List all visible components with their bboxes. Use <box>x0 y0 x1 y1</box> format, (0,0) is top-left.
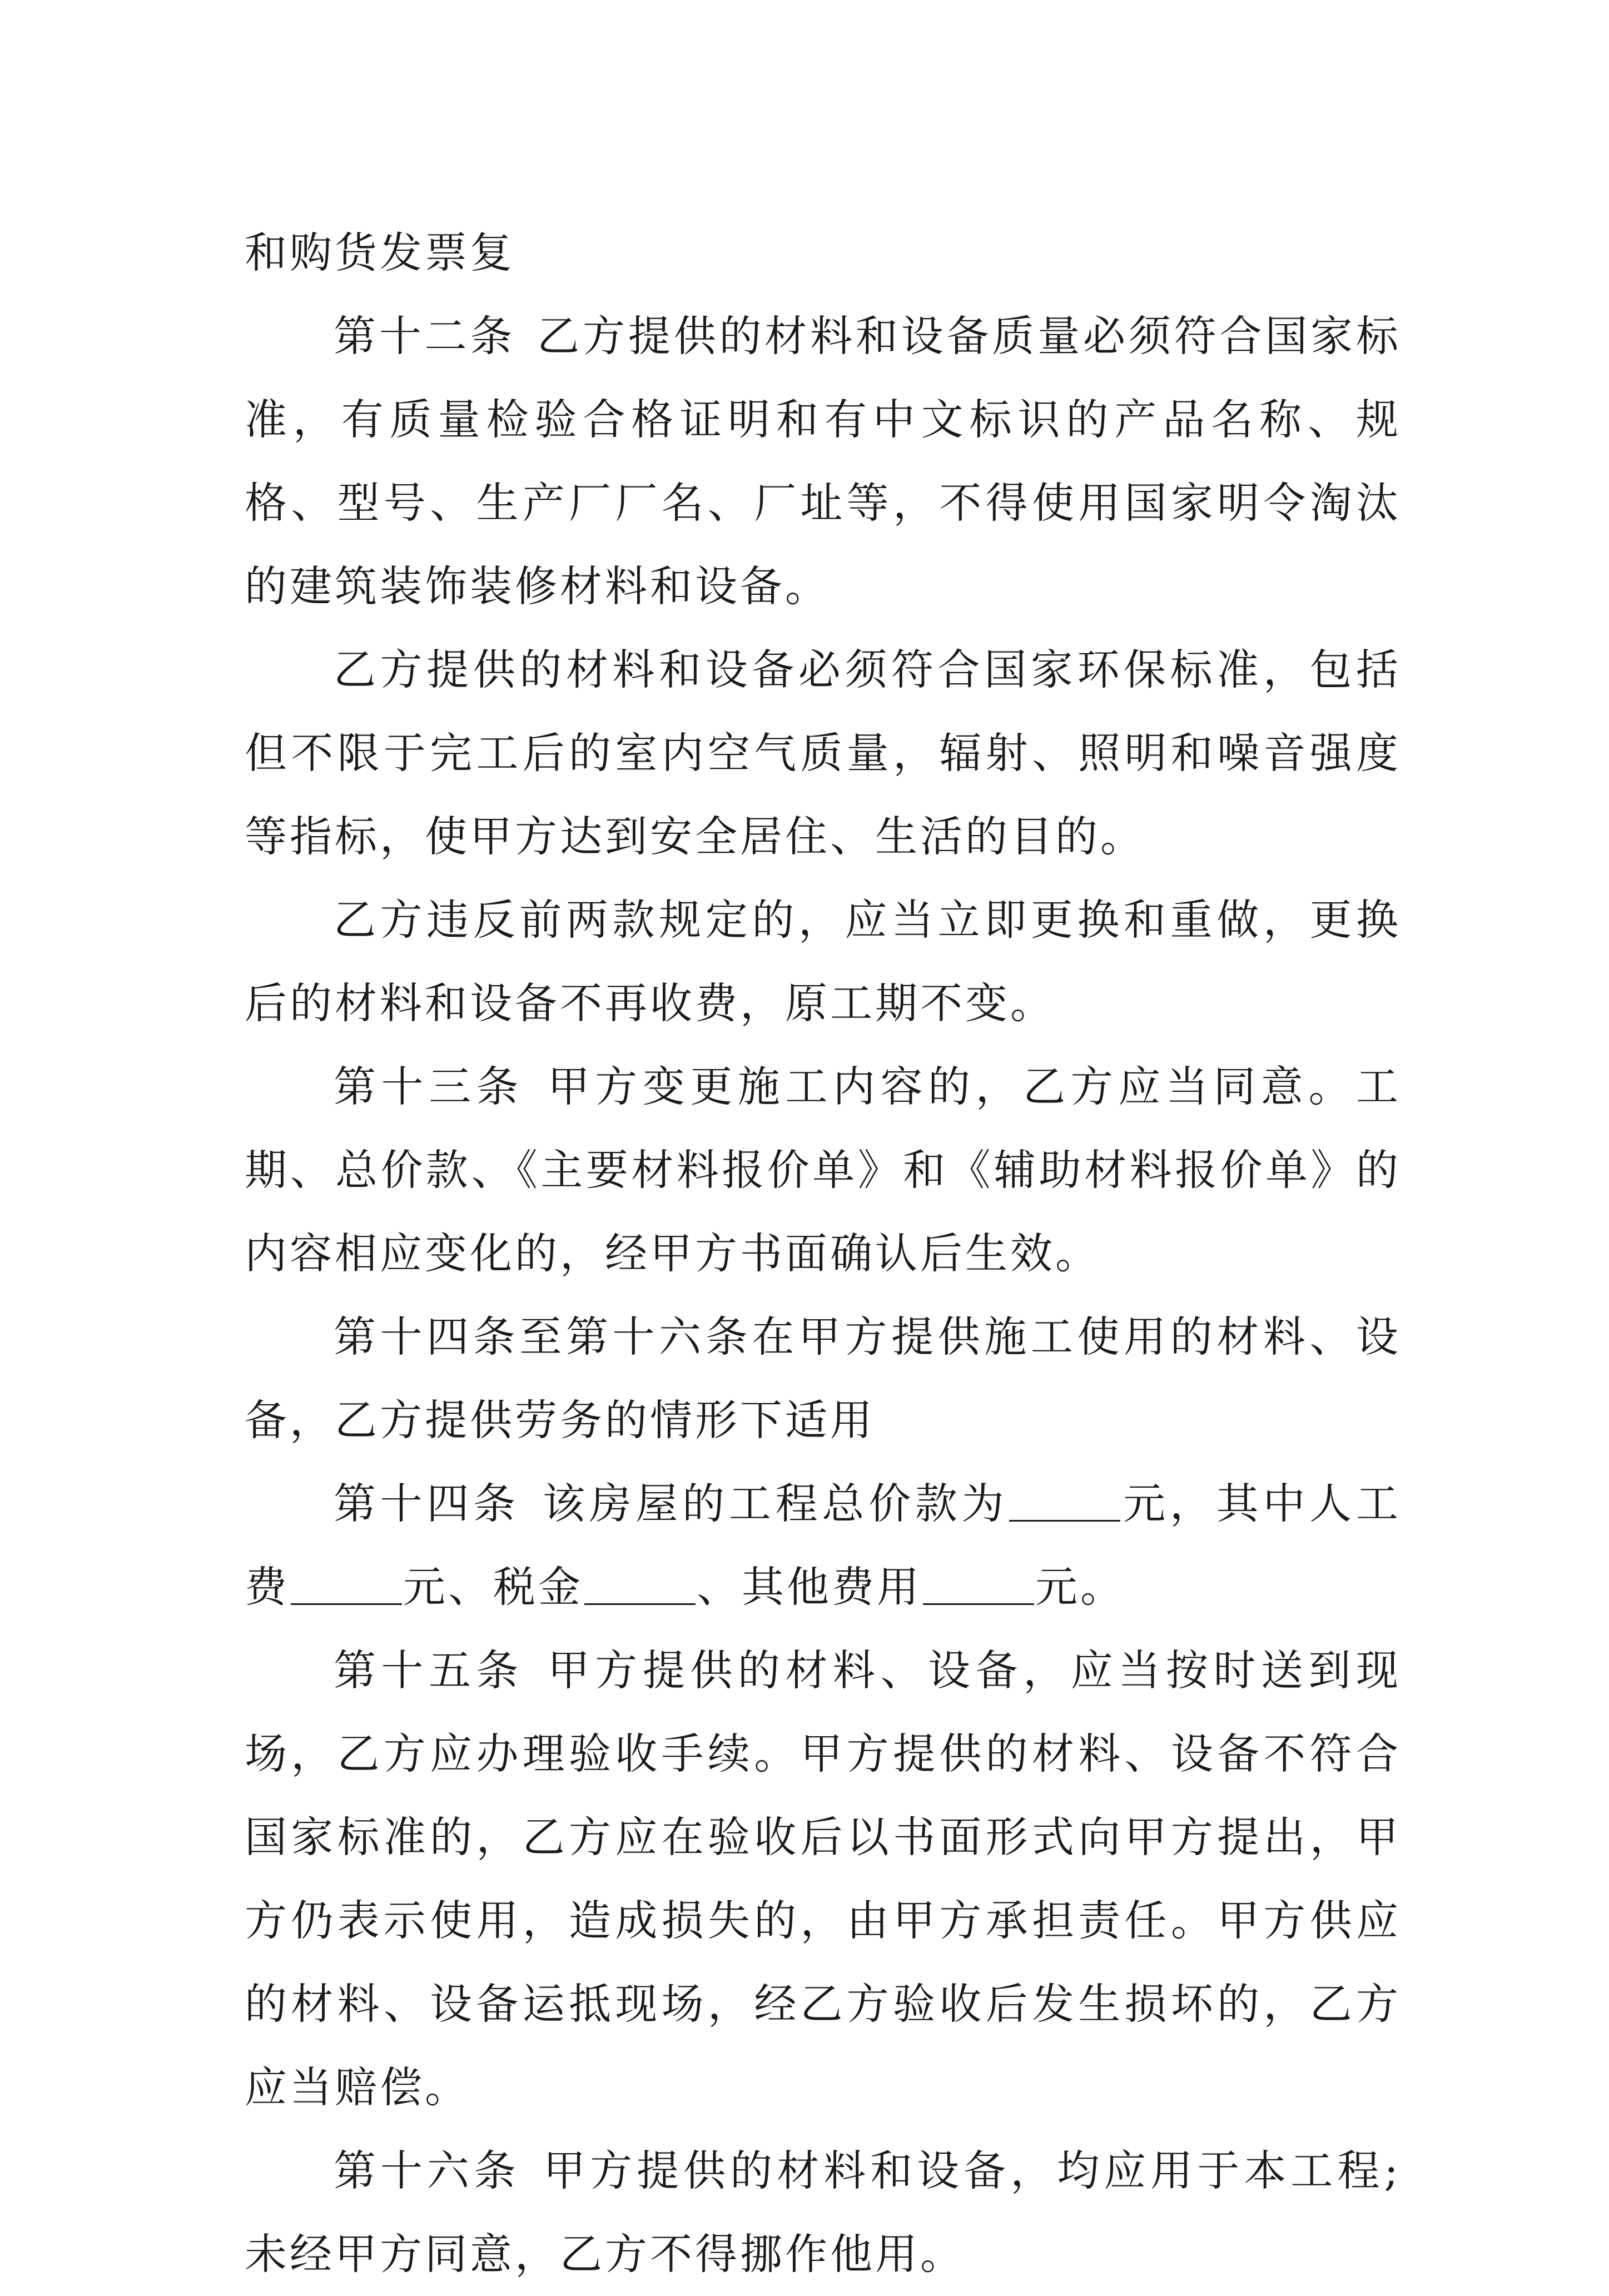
total-price-blank[interactable] <box>1009 1481 1120 1522</box>
continuation-paragraph <box>245 211 1401 295</box>
article-16-text: 甲方提供的材料和设备，均应用于本工程;未经甲方同意，乙方不得挪作他用。 <box>245 2146 1402 2279</box>
article-12-paragraph-3 <box>245 878 1401 1045</box>
document-body <box>245 211 1401 2296</box>
article-14-text-5: 元。 <box>1035 1562 1125 1612</box>
article-14-text-4: 、其他费用 <box>697 1562 922 1612</box>
article-12-paragraph-1 <box>245 295 1401 628</box>
article-13-paragraph <box>245 1045 1401 1295</box>
article-12-paragraph-2 <box>245 628 1401 878</box>
scope-note-text: 第十四条至第十六条在甲方提供施工使用的材料、设备，乙方提供劳务的情形下适用 <box>245 1312 1401 1445</box>
article-16-heading: 第十六条 <box>334 2146 521 2195</box>
labor-fee-blank[interactable] <box>291 1564 402 1605</box>
article-14-text-3: 元、税金 <box>403 1562 583 1612</box>
article-16-paragraph <box>245 2129 1401 2296</box>
article-14-text-1: 该房屋的工程总价款为 <box>541 1479 1009 1528</box>
article-14-text-2: 元，其中人工费 <box>245 1479 1402 1612</box>
article-13-heading: 第十三条 <box>334 1062 524 1111</box>
article-14-paragraph <box>245 1462 1401 1629</box>
other-fees-blank[interactable] <box>923 1564 1034 1605</box>
scope-note-paragraph <box>245 1295 1401 1462</box>
article-12-text-3: 乙方违反前两款规定的，应当立即更换和重做，更换后的材料和设备不再收费，原工期不变。 <box>245 895 1401 1028</box>
article-12-text-1: 乙方提供的材料和设备质量必须符合国家标准，有质量检验合格证明和有中文标识的产品名称、规格、型号、生产厂厂名、厂址等，不得使用国家明令淘汰的建筑装饰装修材料和设备。 <box>245 311 1402 611</box>
article-15-paragraph <box>245 1629 1401 2129</box>
article-12-text-2: 乙方提供的材料和设备必须符合国家环保标准，包括但不限于完工后的室内空气质量，辐射、照明和噪音强度等指标，使甲方达到安全居住、生活的目的。 <box>245 645 1401 861</box>
article-15-text: 甲方提供的材料、设备，应当按时送到现场，乙方应办理验收手续。甲方提供的材料、设备不符合国家标准的，乙方应在验收后以书面形式向甲方提出，甲方仍表示使用，造成损失的，由甲方承担责任。甲方供应的材料、设备运抵现场，经乙方验收后发生损坏的，乙方应当赔偿。 <box>245 1646 1402 2112</box>
article-14-heading: 第十四条 <box>334 1479 520 1528</box>
tax-blank[interactable] <box>584 1564 696 1605</box>
continuation-text: 和购货发票复 <box>245 228 515 277</box>
article-13-text: 甲方变更施工内容的，乙方应当同意。工期、总价款、《主要材料报价单》和《辅助材料报价单》的内容相应变化的，经甲方书面确认后生效。 <box>245 1062 1402 1278</box>
article-12-heading: 第十二条 <box>334 311 516 361</box>
article-15-heading: 第十五条 <box>334 1646 524 1695</box>
